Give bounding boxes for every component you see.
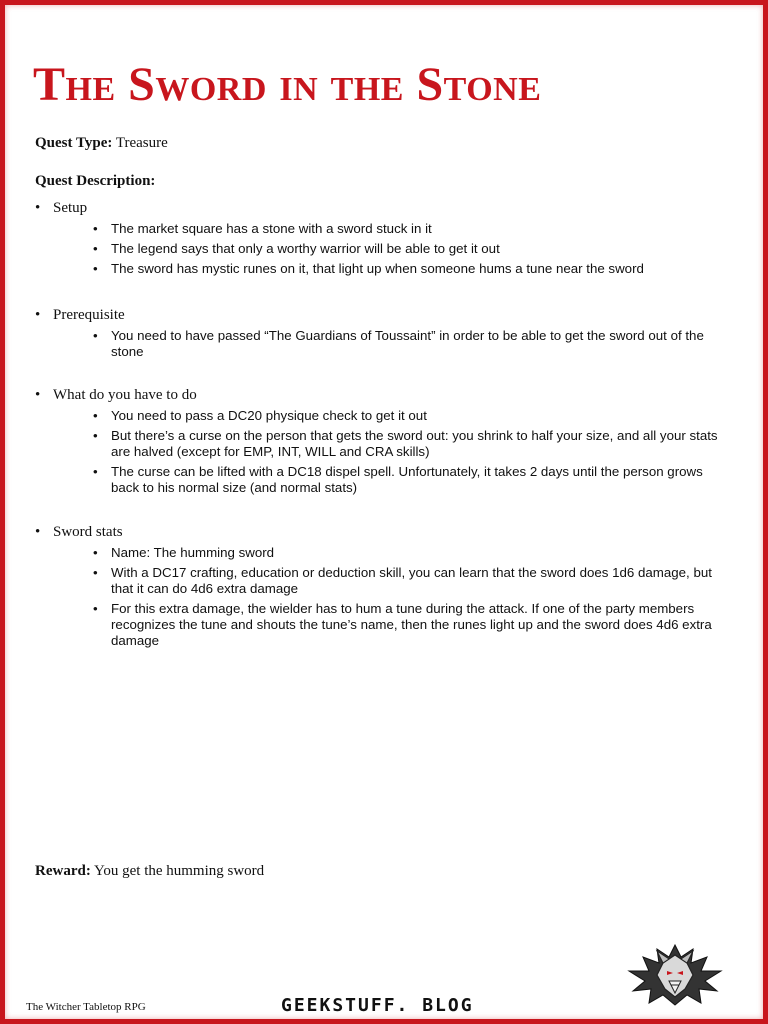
section-heading: Prerequisite — [53, 307, 125, 323]
list-item: • With a DC17 crafting, education or deduction skill, you can learn that the sword does 1d6 damage, but that it can do 4d6 extra damage — [93, 565, 712, 596]
bullet: • — [35, 307, 41, 323]
section-heading: Setup — [53, 200, 88, 216]
list-item-text: For this extra damage, the wielder has to hum a tune during the attack. If one of the party members recognizes the tune and shouts the tune’s name, then the runes light up and the sword does 4d6 extra damage — [111, 601, 712, 648]
reward — [35, 862, 264, 880]
quest-description-label: Quest Description: — [35, 173, 156, 189]
section-heading: What do you have to do — [53, 387, 197, 403]
footer-blog-name: GEEKSTUFF. BLOG — [281, 995, 474, 1016]
quest-type — [35, 134, 168, 152]
section-sword-stats — [35, 523, 733, 653]
quest-type-value: Treasure — [115, 135, 168, 151]
bullet: • — [35, 200, 41, 216]
list-item-text: You need to have passed “The Guardians of Toussaint” in order to be able to get the sword out of the stone — [111, 328, 704, 359]
list-item: • Name: The humming sword — [93, 545, 275, 560]
list-item-text: Name: The humming sword — [111, 545, 275, 560]
list-item: • But there’s a curse on the person that gets the sword out: you shrink to half your size, and all your stats are halved (except for EMP, INT, WILL and CRA skills) — [93, 428, 718, 459]
list-item: • The curse can be lifted with a DC18 dispel spell. Unfortunately, it takes 2 days until the person grows back to his normal size (and normal stats) — [93, 464, 703, 495]
list-item-text: With a DC17 crafting, education or deduction skill, you can learn that the sword does 1d6 damage, but that it can do 4d6 extra damage — [111, 565, 712, 596]
list-item: • You need to pass a DC20 physique check to get it out — [93, 408, 427, 423]
bullet: • — [35, 524, 41, 540]
footer-game-name: The Witcher Tabletop RPG — [26, 1001, 146, 1013]
section-setup — [35, 199, 733, 281]
list-item-text: But there’s a curse on the person that gets the sword out: you shrink to half your size, and all your stats are halved (except for EMP, INT, WILL and CRA skills) — [111, 428, 718, 459]
list-item: • The market square has a stone with a sword stuck in it — [93, 221, 432, 236]
list-item-text: The legend says that only a worthy warrior will be able to get it out — [111, 241, 500, 256]
page-title: The Sword in the Stone — [33, 58, 542, 111]
list-item: • For this extra damage, the wielder has to hum a tune during the attack. If one of the party members recognizes the tune and shouts the tune’s name, then the runes light up and the sword does 4d6 extra damage — [93, 601, 712, 648]
list-item-text: The curse can be lifted with a DC18 dispel spell. Unfortunately, it takes 2 days until the person grows back to his normal size (and normal stats) — [111, 464, 703, 495]
section-prerequisite — [35, 306, 733, 364]
list-item-text: The sword has mystic runes on it, that light up when someone hums a tune near the sword — [111, 261, 644, 276]
quest-type-label: Quest Type: — [35, 135, 113, 151]
section-what-to-do — [35, 386, 733, 500]
wolf-medallion-icon — [627, 943, 723, 1007]
section-heading: Sword stats — [53, 524, 123, 540]
list-item: • The legend says that only a worthy warrior will be able to get it out — [93, 241, 500, 256]
list-item: • The sword has mystic runes on it, that light up when someone hums a tune near the sword — [93, 261, 644, 276]
reward-value: You get the humming sword — [94, 863, 265, 879]
bullet: • — [35, 387, 41, 403]
reward-label: Reward: — [35, 863, 91, 879]
list-item-text: You need to pass a DC20 physique check to get it out — [111, 408, 427, 423]
list-item-text: The market square has a stone with a sword stuck in it — [111, 221, 432, 236]
list-item: • You need to have passed “The Guardians of Toussaint” in order to be able to get the sword out of the stone — [93, 328, 704, 359]
